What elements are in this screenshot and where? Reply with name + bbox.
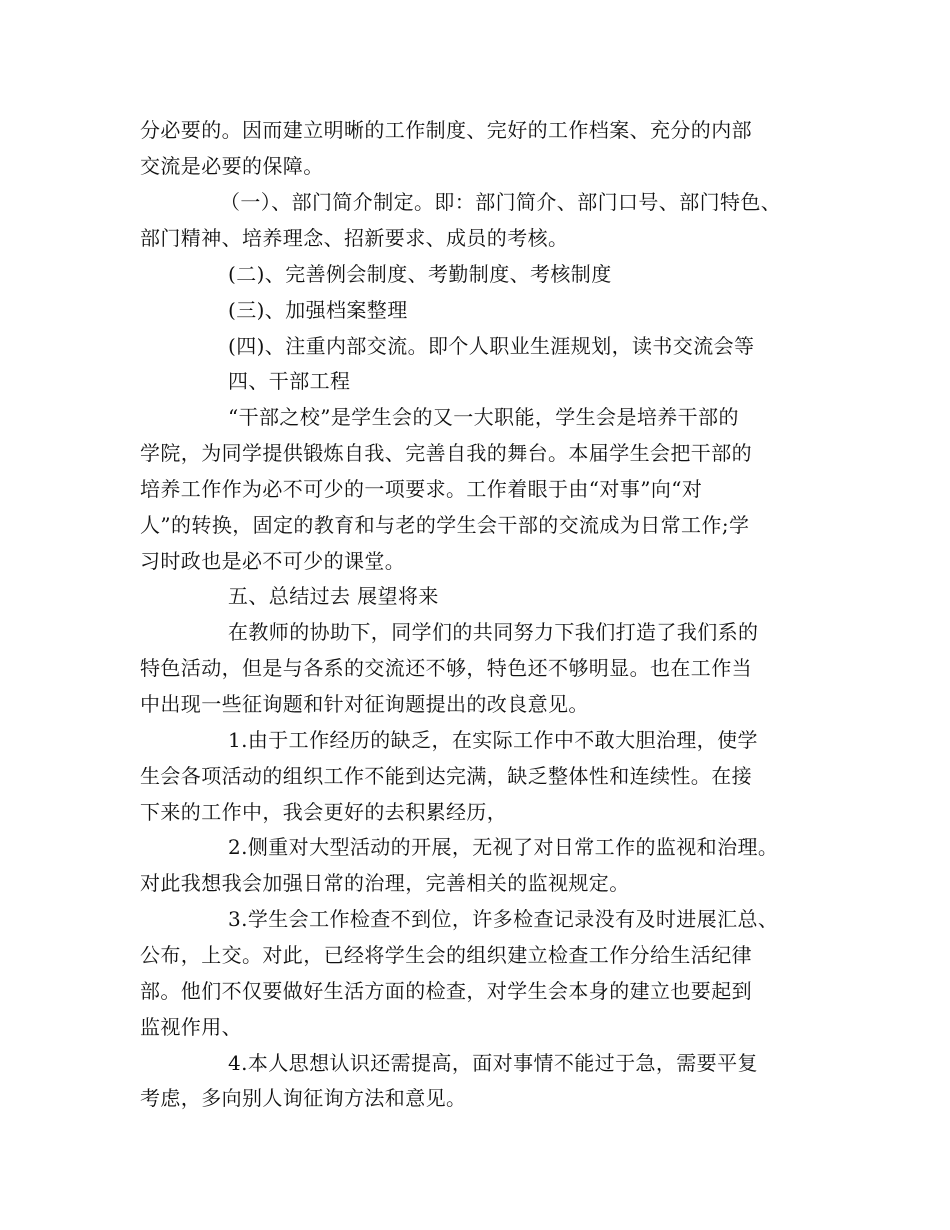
section-heading: 五、总结过去 展望将来 xyxy=(228,584,439,608)
text-line: 特色活动，但是与各系的交流还不够，特色还不够明显。也在工作当 xyxy=(140,656,752,680)
text-line: 部门精神、培养理念、招新要求、成员的考核。 xyxy=(140,226,569,250)
text-line: 对此我想我会加强日常的治理，完善相关的监视规定。 xyxy=(140,871,630,895)
text-line: (三)、加强档案整理 xyxy=(228,298,408,322)
text-line: 3.学生会工作检查不到位，许多检查记录没有及时进展汇总、 xyxy=(228,907,779,931)
text-line: “干部之校”是学生会的又一大职能，学生会是培养干部的 xyxy=(228,405,739,429)
text-line: 中出现一些征询题和针对征询题提出的改良意见。 xyxy=(140,692,589,716)
text-line: 下来的工作中，我会更好的去积累经历， xyxy=(140,800,508,824)
text-line: 在教师的协助下，同学们的共同努力下我们打造了我们系的 xyxy=(228,620,759,644)
text-line: （一）、部门简介制定。即：部门简介、部门口号、部门特色、 xyxy=(220,190,782,214)
text-line: 生会各项活动的组织工作不能到达完满，缺乏整体性和连续性。在接 xyxy=(140,764,752,788)
text-line: 人”的转换，固定的教育和与老的学生会干部的交流成为日常工作;学 xyxy=(140,513,750,537)
text-line: (四)、注重内部交流。即个人职业生涯规划，读书交流会等 xyxy=(228,334,755,358)
text-line: 培养工作作为必不可少的一项要求。工作着眼于由“对事”向“对 xyxy=(140,477,703,501)
section-heading: 四、干部工程 xyxy=(228,369,351,393)
text-line: 4.本人思想认识还需提高，面对事情不能过于急，需要平复 xyxy=(228,1051,758,1075)
text-line: 考虑，多向别人询征询方法和意见。 xyxy=(140,1086,467,1110)
text-line: 公布，上交。对此，已经将学生会的组织建立检查工作分给生活纪律 xyxy=(140,943,752,967)
text-line: 习时政也是必不可少的课堂。 xyxy=(140,549,406,573)
text-line: (二)、完善例会制度、考勤制度、考核制度 xyxy=(228,262,612,286)
text-line: 部。他们不仅要做好生活方面的检查，对学生会本身的建立也要起到 xyxy=(140,979,752,1003)
text-line: 2.侧重对大型活动的开展，无视了对日常工作的监视和治理。 xyxy=(228,835,779,859)
text-line: 1.由于工作经历的缺乏，在实际工作中不敢大胆治理，使学 xyxy=(228,728,758,752)
text-line: 监视作用、 xyxy=(140,1015,242,1039)
text-line: 交流是必要的保障。 xyxy=(140,154,324,178)
text-line: 分必要的。因而建立明晰的工作制度、完好的工作档案、充分的内部 xyxy=(140,118,752,142)
text-line: 学院，为同学提供锻炼自我、完善自我的舞台。本届学生会把干部的 xyxy=(140,441,752,465)
